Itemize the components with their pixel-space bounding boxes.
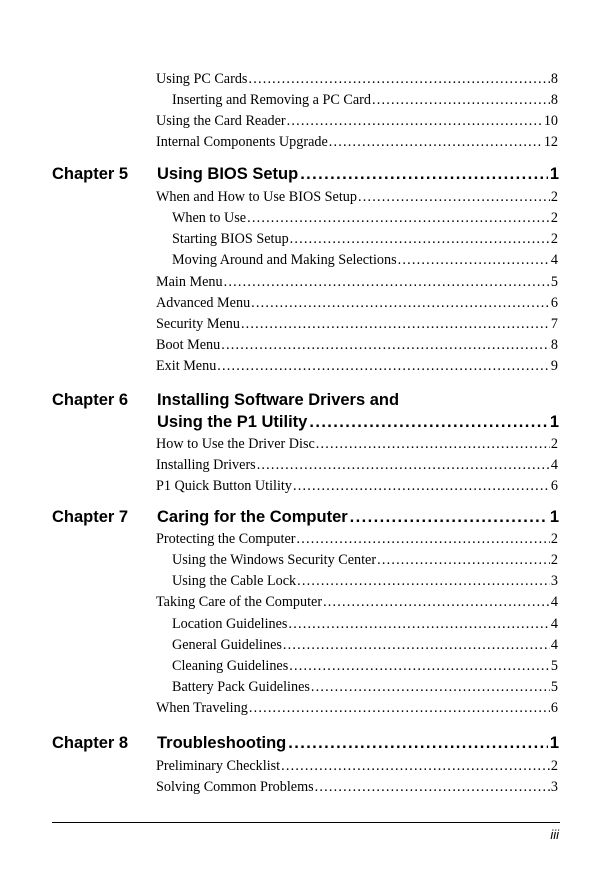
- chapter-title[interactable]: [157, 732, 559, 754]
- toc-entry-page-number: 2: [550, 436, 558, 452]
- dot-leader: [288, 732, 548, 754]
- dot-leader: [311, 677, 550, 697]
- toc-entry-page-number: 2: [550, 189, 558, 205]
- dot-leader: [224, 272, 550, 292]
- toc-entry-page-number: 4: [550, 594, 558, 611]
- chapter-page-number: 1: [549, 413, 559, 431]
- toc-entry-label: Main Menu: [156, 273, 223, 290]
- toc-entry-page-number: 3: [550, 779, 558, 796]
- toc-entry-page-number: 6: [550, 478, 558, 495]
- toc-entry-label: How to Use the Driver Disc: [156, 436, 315, 452]
- toc-entry-label: Boot Menu: [156, 337, 221, 354]
- dot-leader: [289, 656, 550, 676]
- toc-subentry[interactable]: [172, 677, 558, 697]
- toc-entry[interactable]: [156, 132, 558, 152]
- dot-leader: [323, 592, 550, 612]
- toc-entry-page-number: 6: [550, 294, 558, 311]
- footer-rule: [52, 822, 560, 823]
- chapter-label: Chapter 7: [52, 508, 129, 526]
- toc-subentry[interactable]: [172, 614, 558, 634]
- toc-entry[interactable]: [156, 335, 558, 355]
- toc-entry[interactable]: [156, 455, 558, 475]
- toc-entry-label: Internal Components Upgrade: [156, 134, 328, 151]
- dot-leader: [283, 635, 550, 655]
- toc-subentry[interactable]: [172, 90, 558, 110]
- toc-entry-page-number: 10: [543, 113, 558, 130]
- toc-entry[interactable]: [156, 529, 558, 549]
- dot-leader: [248, 69, 549, 89]
- dot-leader: [377, 550, 550, 570]
- chapter-title[interactable]: [157, 506, 559, 528]
- dot-leader: [288, 614, 549, 634]
- dot-leader: [249, 698, 550, 718]
- chapter-label: Chapter 8: [52, 734, 129, 752]
- toc-entry-label: Moving Around and Making Selections: [172, 252, 397, 269]
- toc-entry-label: Exit Menu: [156, 358, 217, 375]
- toc-entry-page-number: 4: [550, 252, 558, 269]
- toc-entry-page-number: 8: [550, 337, 558, 354]
- dot-leader: [315, 777, 550, 797]
- toc-entry-label: Using PC Cards: [156, 71, 248, 87]
- chapter-label: Chapter 5: [52, 165, 129, 183]
- chapter-page-number: 1: [549, 734, 559, 752]
- toc-entry-page-number: 5: [550, 679, 558, 696]
- toc-entry-label: Cleaning Guidelines: [172, 657, 289, 674]
- chapter-title-line: Installing Software Drivers and: [157, 391, 400, 409]
- dot-leader: [247, 208, 550, 228]
- toc-entry-label: When to Use: [172, 210, 247, 227]
- toc-entry[interactable]: [156, 698, 558, 718]
- toc-entry-label: Using the Cable Lock: [172, 573, 297, 590]
- toc-subentry[interactable]: [172, 635, 558, 655]
- toc-entry-label: Advanced Menu: [156, 294, 251, 311]
- dot-leader: [398, 250, 550, 270]
- toc-entry-page-number: 4: [550, 636, 558, 653]
- chapter-title-text: Using BIOS Setup: [157, 165, 299, 183]
- toc-entry[interactable]: [156, 69, 558, 89]
- toc-entry-page-number: 2: [550, 552, 558, 569]
- dot-leader: [297, 529, 550, 549]
- dot-leader: [241, 314, 550, 334]
- dot-leader: [217, 356, 550, 376]
- chapter-title-row: [157, 411, 559, 433]
- toc-entry-label: Using the Card Reader: [156, 113, 286, 130]
- toc-entry-page-number: 8: [550, 71, 558, 87]
- toc-entry[interactable]: [156, 777, 558, 797]
- toc-entry[interactable]: [156, 187, 558, 207]
- toc-entry-label: Location Guidelines: [172, 615, 288, 632]
- toc-entry-page-number: 5: [550, 657, 558, 674]
- dot-leader: [300, 163, 548, 185]
- toc-entry-label: Solving Common Problems: [156, 779, 314, 796]
- toc-entry-label: Protecting the Computer: [156, 531, 296, 547]
- dot-leader: [221, 335, 550, 355]
- chapter-title-row: [157, 506, 559, 528]
- toc-entry-page-number: 6: [550, 700, 558, 717]
- chapter-title-row: [157, 163, 559, 185]
- toc-entry-label: P1 Quick Button Utility: [156, 478, 292, 495]
- toc-entry[interactable]: [156, 293, 558, 313]
- toc-entry-page-number: 2: [550, 231, 558, 248]
- dot-leader: [293, 476, 550, 496]
- dot-leader: [358, 187, 550, 207]
- chapter-title-text: Troubleshooting: [157, 734, 287, 752]
- toc-entry-page-number: 5: [550, 273, 558, 290]
- toc-entry-label: Using the Windows Security Center: [172, 552, 377, 569]
- toc-entry[interactable]: [156, 314, 558, 334]
- toc-subentry[interactable]: [172, 571, 558, 591]
- toc-entry-page-number: 2: [550, 531, 558, 547]
- toc-entry-page-number: 4: [550, 615, 558, 632]
- chapter-title[interactable]: [157, 163, 559, 185]
- dot-leader: [281, 756, 550, 776]
- toc-subentry[interactable]: [172, 208, 558, 228]
- toc-entry[interactable]: [156, 476, 558, 496]
- toc-entry[interactable]: [156, 272, 558, 292]
- dot-leader: [297, 571, 550, 591]
- toc-entry[interactable]: [156, 356, 558, 376]
- toc-entry-page-number: 4: [550, 457, 558, 474]
- toc-entry-page-number: 8: [550, 92, 558, 109]
- toc-entry-label: Preliminary Checklist: [156, 758, 281, 774]
- footer-page-number: iii: [550, 827, 559, 842]
- dot-leader: [329, 132, 543, 152]
- dot-leader: [287, 111, 543, 131]
- toc-entry-page-number: 12: [543, 134, 558, 151]
- toc-entry-page-number: 3: [550, 573, 558, 590]
- chapter-page-number: 1: [549, 165, 559, 183]
- toc-entry[interactable]: [156, 111, 558, 131]
- chapter-title-text: Using the P1 Utility: [157, 413, 308, 431]
- toc-entry-label: When Traveling: [156, 700, 248, 717]
- toc-entry-label: When and How to Use BIOS Setup: [156, 189, 357, 205]
- toc-entry-label: Installing Drivers: [156, 457, 256, 474]
- toc-entry-label: Security Menu: [156, 315, 240, 332]
- toc-entry-label: Inserting and Removing a PC Card: [172, 92, 371, 109]
- toc-entry-label: Starting BIOS Setup: [172, 231, 289, 248]
- chapter-label: Chapter 6: [52, 391, 129, 409]
- toc-entry-page-number: 2: [550, 210, 558, 227]
- chapter-title-text: Caring for the Computer: [157, 508, 348, 526]
- chapter-page-number: 1: [549, 508, 559, 526]
- toc-subentry[interactable]: [172, 656, 558, 676]
- toc-entry-label: General Guidelines: [172, 636, 282, 653]
- toc-entry[interactable]: [156, 592, 558, 612]
- dot-leader: [257, 455, 550, 475]
- chapter-title-row: [157, 732, 559, 754]
- toc-entry-page-number: 2: [550, 758, 558, 774]
- dot-leader: [309, 411, 547, 433]
- toc-entry-label: Taking Care of the Computer: [156, 594, 323, 611]
- dot-leader: [350, 506, 548, 528]
- dot-leader: [372, 90, 550, 110]
- toc-entry[interactable]: [156, 756, 558, 776]
- toc-entry-page-number: 7: [550, 315, 558, 332]
- dot-leader: [316, 434, 550, 454]
- toc-subentry[interactable]: [172, 229, 558, 249]
- toc-subentry[interactable]: [172, 550, 558, 570]
- dot-leader: [251, 293, 550, 313]
- toc-subentry[interactable]: [172, 250, 558, 270]
- chapter-title[interactable]: [157, 389, 559, 433]
- toc-entry-page-number: 9: [550, 358, 558, 375]
- dot-leader: [290, 229, 550, 249]
- toc-entry[interactable]: [156, 434, 558, 454]
- toc-entry-label: Battery Pack Guidelines: [172, 679, 310, 696]
